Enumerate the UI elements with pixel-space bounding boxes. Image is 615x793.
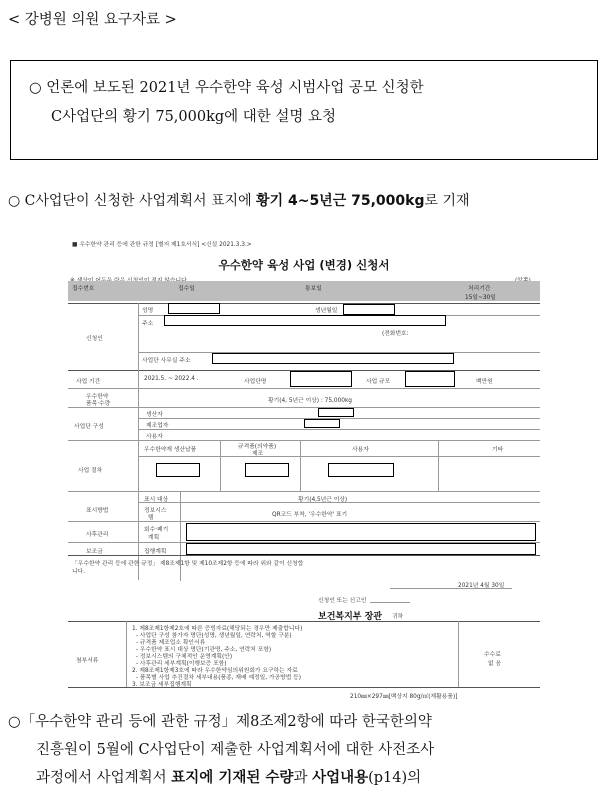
form-att-8: - 품목별 사업 추진절차 세부내용(품종, 재배 예정일, 가공방법 등) [136, 675, 302, 681]
bullet-summary-bold: 황기 4~5년근 75,000kg [256, 193, 425, 209]
bottom-paragraph [8, 708, 608, 792]
form-recall-1: 회수·폐기 [144, 527, 169, 533]
form-h-no: 접수번호 [72, 286, 95, 292]
bottom-line-1: ○「우수한약 관리 등에 관한 규정」제8조제2항에 따라 한국한의약 [8, 714, 432, 730]
form-birth: 생년월일 [315, 308, 338, 314]
form-proc-c1: 우수한약재 생산납품 [144, 447, 197, 453]
application-form-image [60, 235, 548, 623]
form-minister-suffix: 귀하 [392, 614, 404, 620]
form-decl-2: 니다. [72, 569, 86, 575]
form-exec-plan: 집행계획 [144, 549, 167, 555]
form-att-7: 2. 제8조제1항제3호에 따라 우수한약심의위원회가 요구하는 자료 [132, 668, 298, 674]
form-proc-c4: 기타 [492, 447, 504, 453]
form-minister: 보건복지부 장관 [318, 612, 382, 622]
form-h-date: 접수일 [178, 286, 195, 292]
form-info-1: 정보시스 [144, 508, 167, 514]
form-fee-1: 수수료 [484, 652, 501, 658]
office-box [212, 353, 454, 364]
form-name: 성명 [142, 308, 154, 314]
form-user: 사용자 [146, 434, 163, 440]
recall-box [186, 523, 536, 541]
form-biz-period: 사업 기간 [76, 379, 101, 385]
page-header: < 강병원 의원 요구자료 > [8, 12, 177, 28]
form-att-4: - 우수한약 표시 대상 명단(기관명, 주소, 연락처 포함) [136, 647, 272, 653]
bottom-line-3-bold-1: 표지에 기재된 수량 [171, 770, 294, 786]
form-org: 사업단 구성 [74, 424, 104, 430]
bullet-summary-post: 로 기재 [424, 193, 470, 209]
proc-box-2 [245, 463, 289, 477]
bottom-line-3-post: (p14)의 [368, 770, 422, 786]
form-h-period: 처리기간 [468, 286, 491, 292]
proc-box-3 [328, 463, 394, 477]
maker-box [304, 419, 340, 428]
address-box [164, 315, 446, 326]
group-box [290, 371, 352, 387]
form-proc-c2b: 제조 [252, 451, 264, 457]
bullet-summary-pre: ○ C사업단이 신청한 사업계획서 표지에 [8, 193, 257, 209]
form-item-value: 황기(4, 5년근 이상) : 75,000kg [268, 398, 352, 404]
request-line-1: ○ 언론에 보도된 2021년 우수한약 육성 시범사업 공모 신청한 [29, 80, 424, 96]
form-sign-date: 2021년 4월 30일 [458, 583, 505, 589]
form-paper: 210㎜×297㎜[백상지 80g/㎡(재활용품)] [350, 694, 458, 700]
form-att-1: 1. 제8조제1항제2호에 따른 증빙자료(해당되는 경우만 제출합니다) [132, 626, 303, 632]
proc-box-1 [156, 463, 200, 477]
form-biz-period-val: 2021.5. ~ 2022.4 . [144, 376, 199, 382]
form-applicant: 신청인 [86, 336, 103, 342]
form-proc-c2a: 규격품(의약품) [238, 444, 277, 450]
form-target: 표시 대상 [144, 497, 169, 503]
form-producer: 생산자 [146, 412, 163, 418]
form-signer: 신청인 또는 신고인 [318, 598, 367, 604]
form-top-note: ■ 우수한약 관리 등에 관한 규정 [별지 제1호서식] <신설 2021.3.3.> [72, 242, 252, 248]
producer-box [318, 408, 354, 417]
form-recall-2: 계획 [148, 535, 160, 541]
form-att-6: - 사후관리 세부계획(이행보증 포함) [136, 661, 227, 667]
form-biz-scale: 사업 규모 [366, 379, 391, 385]
scale-box [405, 371, 455, 387]
form-att-9: 3. 보조금 세부집행계획 [132, 682, 192, 688]
form-item-label-2: 품목·수량 [86, 401, 111, 407]
bottom-line-3-mid: 과 [293, 770, 313, 786]
bullet-summary [8, 190, 470, 210]
form-h-period-val: 15일~30일 [465, 295, 496, 301]
birth-box [343, 304, 395, 315]
bottom-line-3-pre: 과정에서 사업계획서 [36, 770, 172, 786]
form-title: 우수한약 육성 사업 (변경) 신청서 [218, 258, 390, 272]
request-box [10, 60, 598, 160]
form-fee-2: 없 음 [488, 661, 502, 667]
form-maker: 제조업자 [146, 423, 169, 429]
form-after: 사후관리 [86, 532, 109, 538]
bottom-line-3 [8, 764, 608, 792]
form-attach: 첨부서류 [76, 658, 99, 664]
form-att-3: - 규격품 제조업소 확인서류 [136, 640, 206, 646]
form-att-2: - 사업단 구성 참가자 명단(성명, 생년월일, 연락처, 역할 구분) [136, 633, 292, 639]
form-address: 주소 [142, 321, 154, 327]
bottom-line-2: 진흥원이 5월에 C사업단이 제출한 사업계획서에 대한 사전조사 [36, 742, 435, 758]
form-item-label-1: 우수한약 [86, 394, 109, 400]
name-box [168, 303, 220, 314]
form-target-value: 황기(4,5년근 이상) [298, 497, 348, 503]
form-office: 사업단 사무실 주소 [142, 358, 191, 364]
form-phone: (전화번호: [382, 331, 409, 337]
application-form-attachments [60, 621, 548, 701]
form-subsidy: 보조금 [86, 549, 103, 555]
form-label-method: 표시방법 [86, 508, 109, 514]
form-biz-scale-unit: 백만원 [476, 379, 493, 385]
exec-plan-box [186, 543, 536, 555]
form-decl-1: 「우수한약 관리 등에 관한 규정」 제8조제1항 및 제10조제2항 등에 따라 위와 같이 신청합 [72, 561, 304, 567]
form-h-notice: 통보일 [305, 286, 322, 292]
request-line-2: C사업단의 황기 75,000kg에 대한 설명 요청 [51, 109, 337, 125]
form-info-2: 템 [148, 515, 154, 521]
form-proc: 사업 절차 [78, 468, 103, 474]
form-biz-group: 사업단명 [244, 379, 267, 385]
form-proc-c3: 사용자 [352, 447, 369, 453]
form-info-value: QR코드 부착, '우수한약' 표기 [272, 512, 348, 518]
form-att-5: - 정보시스템의 구체적인 운영계획(안) [136, 654, 233, 660]
bottom-line-3-bold-2: 사업내용 [312, 770, 369, 786]
